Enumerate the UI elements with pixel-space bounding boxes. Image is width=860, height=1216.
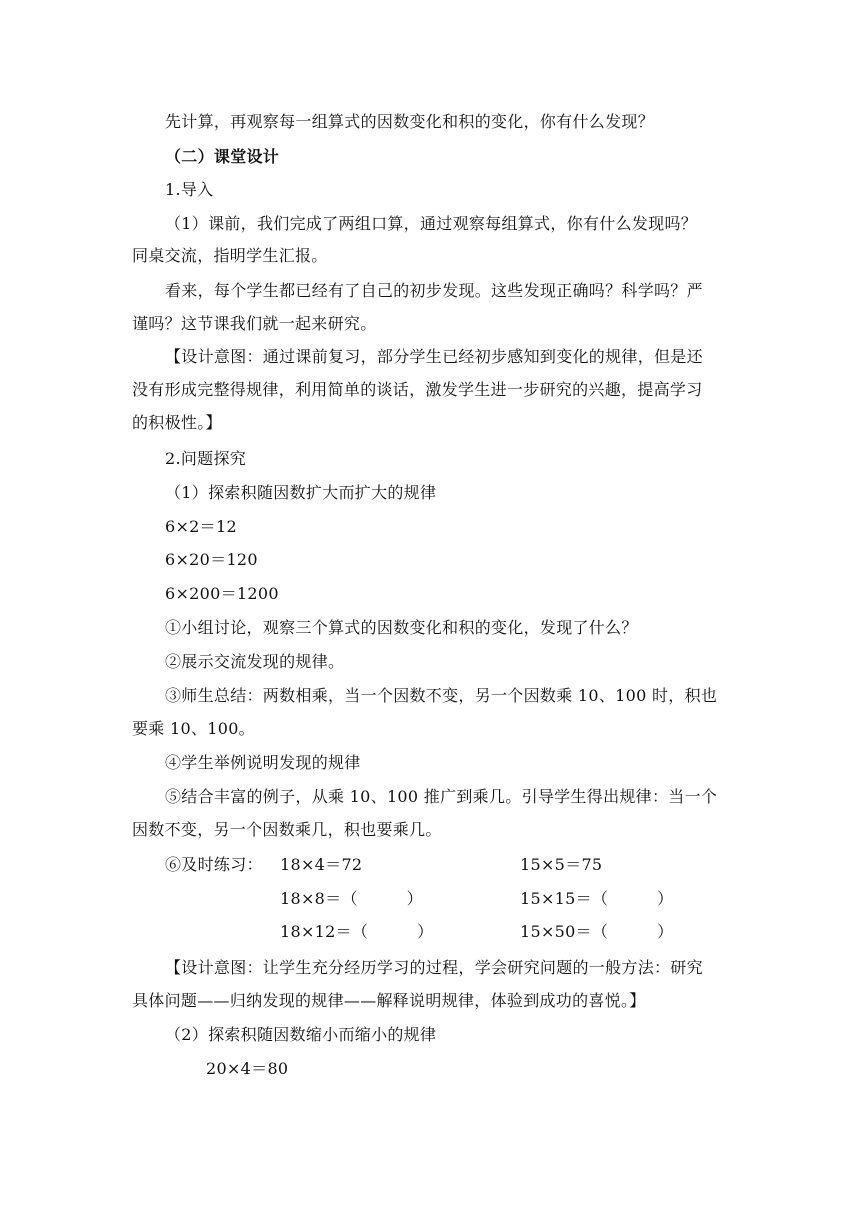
practice-right-1: 15×5＝75 [520, 855, 603, 874]
design-intent-1a: 【设计意图：通过课前复习，部分学生已经初步感知到变化的规律，但是还 [165, 347, 703, 366]
design-intent-1b: 没有形成完整得规律，利用简单的谈话，激发学生进一步研究的兴趣，提高学习 [132, 380, 703, 399]
step-4: ④学生举例说明发现的规律 [165, 753, 361, 772]
practice-left-2: 18×8＝（ ） [280, 889, 423, 908]
design-intent-2a: 【设计意图：让学生充分经历学习的过程，学会研究问题的一般方法：研究 [165, 958, 703, 977]
paragraph-task: 先计算，再观察每一组算式的因数变化和积的变化，你有什么发现？ [165, 112, 655, 131]
subheading-expand: （1）探索积随因数扩大而扩大的规律 [165, 483, 437, 502]
practice-label: ⑥及时练习： [165, 855, 263, 874]
practice-left-1: 18×4＝72 [280, 855, 363, 874]
step-3a: ③师生总结：两数相乘，当一个因数不变，另一个因数乘 10、100 时，积也 [165, 686, 718, 705]
equation-3: 6×200＝1200 [165, 584, 279, 603]
paragraph-intro-2a: 看来，每个学生都已经有了自己的初步发现。这些发现正确吗？科学吗？严 [165, 281, 703, 300]
step-1: ①小组讨论，观察三个算式的因数变化和积的变化，发现了什么？ [165, 618, 638, 637]
heading-explore: 2.问题探究 [165, 449, 247, 468]
step-2: ②展示交流发现的规律。 [165, 652, 345, 671]
step-5b: 因数不变，另一个因数乘几，积也要乘几。 [132, 820, 442, 839]
practice-right-3: 15×50＝（ ） [520, 922, 674, 941]
step-5a: ⑤结合丰富的例子，从乘 10、100 推广到乘几。引导学生得出规律：当一个 [165, 787, 718, 806]
equation-4: 20×4＝80 [206, 1059, 289, 1078]
paragraph-intro-2b: 谨吗？这节课我们就一起来研究。 [132, 314, 377, 333]
paragraph-intro-1b: 同桌交流，指明学生汇报。 [132, 246, 328, 265]
equation-2: 6×20＝120 [165, 550, 258, 569]
design-intent-2b: 具体问题——归纳发现的规律——解释说明规律，体验到成功的喜悦。】 [132, 991, 646, 1010]
step-3b: 要乘 10、100。 [132, 719, 255, 738]
practice-right-2: 15×15＝（ ） [520, 889, 674, 908]
paragraph-intro-1a: （1）课前，我们完成了两组口算，通过观察每组算式，你有什么发现吗？ [165, 214, 698, 233]
design-intent-1c: 的积极性。】 [132, 413, 222, 432]
heading-intro: 1.导入 [165, 180, 214, 199]
practice-left-3: 18×12＝（ ） [280, 922, 434, 941]
heading-classroom-design: （二）课堂设计 [165, 147, 280, 166]
equation-1: 6×2＝12 [165, 517, 237, 536]
subheading-shrink: （2）探索积随因数缩小而缩小的规律 [165, 1025, 437, 1044]
